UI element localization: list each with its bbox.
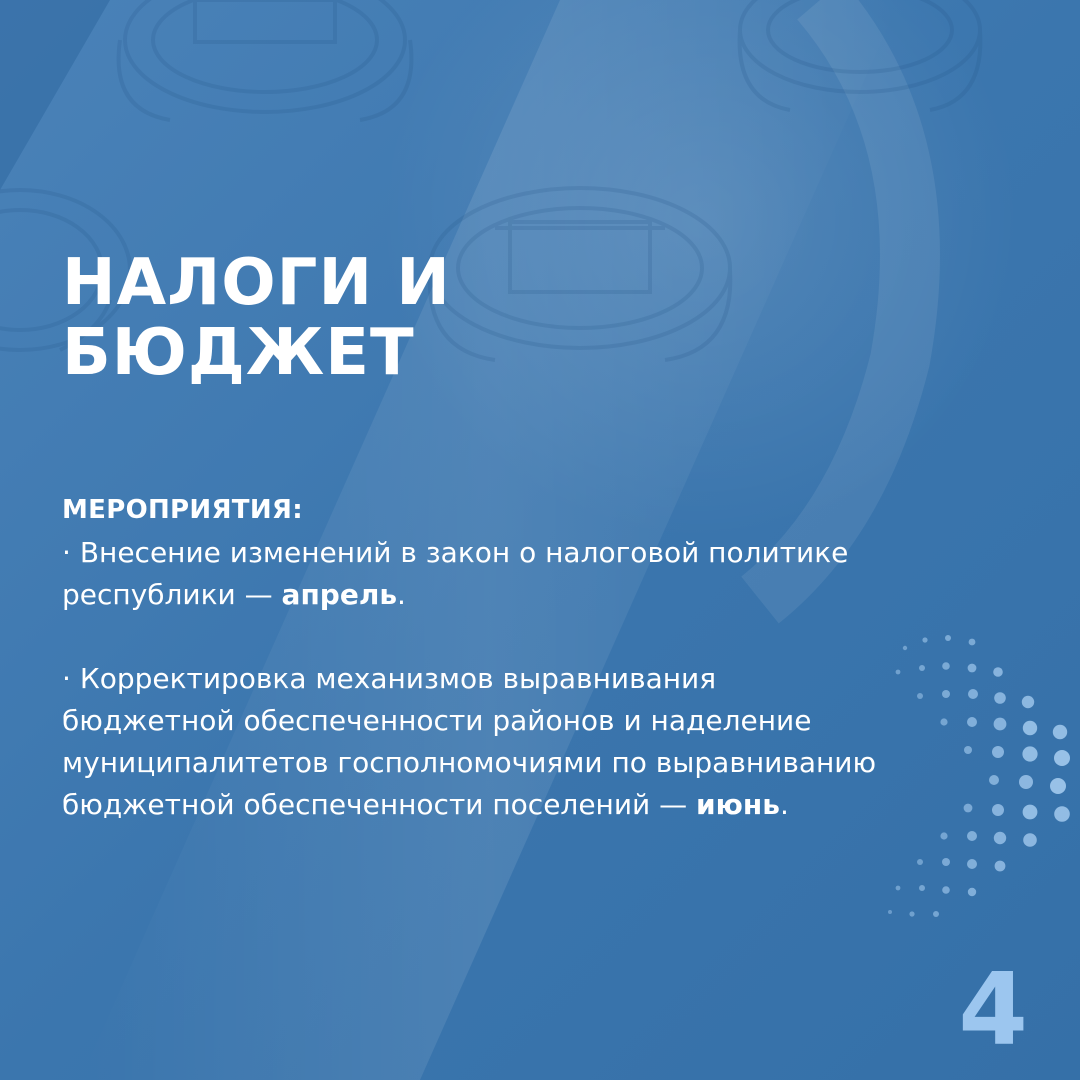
bullet: ·: [62, 536, 71, 569]
item-2-line-3: муниципалитетов госполномочиями по выравниванию: [62, 746, 877, 779]
item-2-end: .: [779, 788, 789, 821]
list-item-2: [62, 658, 1022, 826]
item-2-line-4: бюджетной обеспеченности поселений —: [62, 788, 697, 821]
bullet: ·: [62, 662, 71, 695]
events-section: [62, 492, 1022, 826]
item-2-line-2: бюджетной обеспеченности районов и наделение: [62, 704, 812, 737]
item-1-deadline: апрель: [281, 578, 398, 611]
list-item-1: [62, 532, 1022, 616]
page-title: [62, 248, 451, 388]
page-number: 4: [958, 951, 1028, 1068]
item-2-deadline: июнь: [696, 788, 780, 821]
item-1-end: .: [397, 578, 406, 611]
item-2-line-1: Корректировка механизмов выравнивания: [79, 662, 717, 695]
section-label: МЕРОПРИЯТИЯ:: [62, 495, 303, 525]
title-line-2: БЮДЖЕТ: [62, 316, 415, 390]
title-line-1: НАЛОГИ И: [62, 246, 451, 320]
item-1-line-1: Внесение изменений в закон о налоговой политике: [79, 536, 849, 569]
item-1-line-2: республики —: [62, 578, 282, 611]
